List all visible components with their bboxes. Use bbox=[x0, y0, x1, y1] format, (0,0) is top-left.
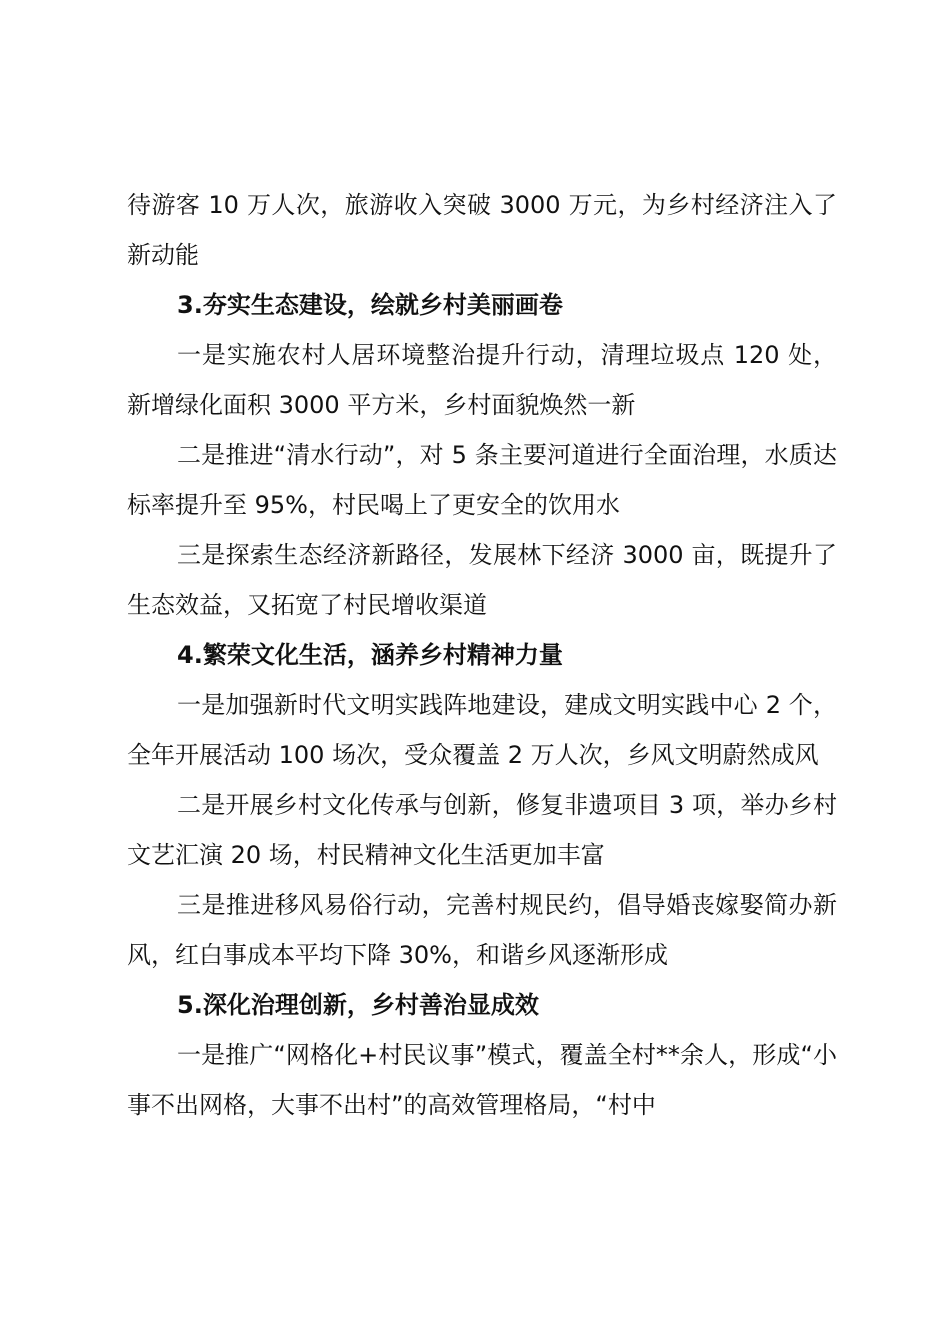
section-heading-5: 5.深化治理创新，乡村善治显成效 bbox=[177, 991, 539, 1019]
paragraph: 二是开展乡村文化传承与创新，修复非遗项目 3 项，举办乡村文艺汇演 20 场，村民精神文化生活更加丰富 bbox=[127, 791, 837, 869]
paragraph-continued: 待游客 10 万人次，旅游收入突破 3000 万元，为乡村经济注入了新动能 bbox=[127, 191, 837, 269]
paragraph: 三是推进移风易俗行动，完善村规民约，倡导婚丧嫁娶简办新风，红白事成本平均下降 30%，和谐乡风逐渐形成 bbox=[127, 891, 837, 969]
paragraph: 一是实施农村人居环境整治提升行动，清理垃圾点 120 处，新增绿化面积 3000 平方米，乡村面貌焕然一新 bbox=[127, 341, 837, 419]
paragraph: 一是推广“网格化+村民议事”模式，覆盖全村**余人，形成“小事不出网格，大事不出村”的高效管理格局，“村中 bbox=[127, 1041, 837, 1119]
paragraph: 三是探索生态经济新路径，发展林下经济 3000 亩，既提升了生态效益，又拓宽了村民增收渠道 bbox=[127, 541, 837, 619]
document-body bbox=[127, 180, 837, 1130]
section-heading-3: 3.夯实生态建设，绘就乡村美丽画卷 bbox=[177, 291, 563, 319]
section-heading-4: 4.繁荣文化生活，涵养乡村精神力量 bbox=[177, 641, 563, 669]
paragraph: 一是加强新时代文明实践阵地建设，建成文明实践中心 2 个，全年开展活动 100 场次，受众覆盖 2 万人次，乡风文明蔚然成风 bbox=[127, 691, 837, 769]
paragraph: 二是推进“清水行动”，对 5 条主要河道进行全面治理，水质达标率提升至 95%，村民喝上了更安全的饮用水 bbox=[127, 441, 837, 519]
